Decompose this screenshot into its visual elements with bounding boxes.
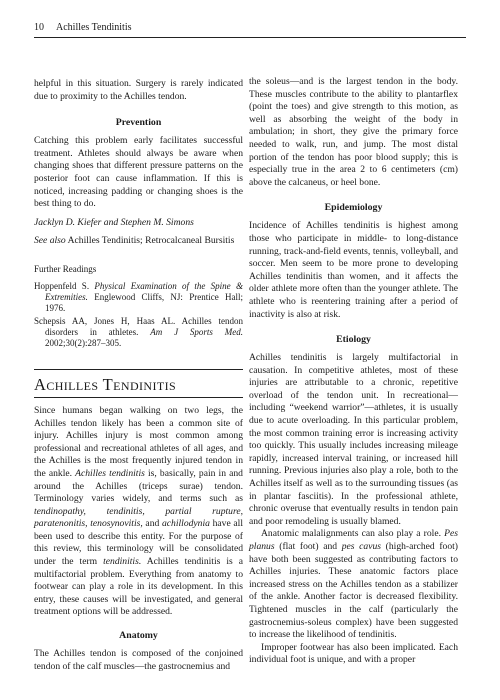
etiology-paragraph-2 <box>249 528 458 641</box>
epidemiology-paragraph: Incidence of Achilles tendinitis is highest among those who participate in middle- to long-distance running, track-and-field events, tennis, volleyball, and soccer. Men seem to be more prone to developing Achilles tendinitis than women, and it affects the older athlete more often than the younger athlete. The athlete who is reentering training after a period of inactivity is also at risk. <box>249 220 458 320</box>
running-header <box>34 22 466 38</box>
ref-authors: Hoppenfeld S. <box>34 280 95 291</box>
ref-authors: Schepsis AA, Jones H, Haas AL. Achilles tendon disorders in athletes. <box>34 315 243 337</box>
see-also-label: See also <box>34 235 66 247</box>
see-also <box>34 235 243 248</box>
reference-item <box>34 281 243 314</box>
ref-journal: Am J Sports Med. <box>150 326 243 337</box>
intro-term: tendinitis. <box>103 556 142 568</box>
anatomy-continued-paragraph: the soleus—and is the largest tendon in the body. These muscles contribute to the ability to plantarflex (point the toes) and give strength to this motion, as well as absorbing the weight of the body in ambulation; in short, they give the primary force needed to walk, run, and jump. The most distal portion of the tendon has poor blood supply; this is especially true in the area 2 to 6 centimeters (cm) above the calcaneus, or heel bone. <box>249 76 458 188</box>
etiology-heading: Etiology <box>336 334 371 346</box>
intro-terms: tendinopathy, tendinitis, partial rupture, paratenonitis, tenosynovitis, <box>34 505 243 530</box>
author-signature: Jacklyn D. Kiefer and Stephen M. Simons <box>34 216 194 228</box>
intro-text: Achilles tendinitis is a multifactorial problem. Everything from anatomy to footwear can play a role in its development. In this entry, these causes will be investigated, and general treatment options will be addressed. <box>34 556 244 618</box>
anatomy-heading: Anatomy <box>119 630 158 642</box>
entry-bottom-rule <box>34 397 243 398</box>
intro-term: achillodynia <box>161 518 210 530</box>
page-number: 10 <box>34 22 44 33</box>
entry-title: Achilles Tendinitis <box>34 374 177 394</box>
intro-text: have all been used to describe this entity. For the purpose of this review, this terminology will be consolidated under the term <box>34 518 243 568</box>
running-title: Achilles Tendinitis <box>56 22 132 33</box>
anatomy-paragraph: The Achilles tendon is composed of the conjoined tendon of the calf muscles—the gastrocnemius and <box>34 648 243 672</box>
see-also-links[interactable]: Achilles Tendinitis; Retrocalcaneal Bursitis <box>65 235 235 247</box>
right-column <box>249 76 458 667</box>
etiology-paragraph-3: Improper footwear has also been implicated. Each individual foot is unique, and with a proper <box>249 641 458 666</box>
ref-publisher: Englewood Cliffs, NJ: Prentice Hall; 1976. <box>45 291 243 313</box>
epidemiology-heading: Epidemiology <box>324 202 383 214</box>
entry-top-rule <box>34 369 243 370</box>
ref-title: Physical Examination of the Spine & Extremities. <box>45 280 243 302</box>
reference-item <box>34 316 243 349</box>
etiology-paragraph-1: Achilles tendinitis is largely multifactorial in causation. In competitive athletes, most of these injuries are attributable to a chronic, repetitive overload of the tendon unit. In recreational—including “weekend warrior”—athletes, it is usually due to acute overloading. In this particular problem, the most common training error is increasing activity too quickly. This usually includes increasing mileage rapidly, increased interval training, or increased hill running. Previous injuries also play a role, both to the Achilles itself as well as to the surrounding tissues (as in plantar fasciitis). In the professional athlete, chronic overuse that eventually results in tendon pain and poor remodeling is usually blamed. <box>249 352 458 527</box>
etiology-text: (flat foot) and <box>274 541 342 552</box>
prevention-paragraph: Catching this problem early facilitates successful treatment. Athletes should always be aware when changing shoes that different pressure patterns on the posterior foot can cause inflammation. If this is noticed, increasing padding or changing shoes is the best thing to do. <box>34 135 243 210</box>
etiology-term: pes cavus <box>341 541 382 552</box>
ref-citation: 2002;30(2):287–305. <box>45 337 122 348</box>
intro-text: is, basically, pain in and around the Achilles (triceps surae) tendon. Terminology varies widely, and terms such as <box>34 467 243 505</box>
etiology-text: (high-arched foot) have both been suggested as contributing factors to Achilles injuries. These anatomic factors place increased stress on the Achilles tendon as a stabilizer of the ankle. Another factor is decreased flexibility. Tightened muscles in the calf (particularly the gastrocnemius-soleus complex) have been suggested to increase the likelihood of tendinitis. <box>249 541 458 641</box>
left-column <box>34 78 243 673</box>
intro-text: Since humans began walking on two legs, the Achilles tendon likely has been a common site of injury. Achilles injury is most common among professional and recreational athletes of all ages, and the Achilles is the most frequently injured tendon in the ankle. <box>34 404 243 479</box>
prevention-heading: Prevention <box>115 117 162 129</box>
intro-term: Achilles tendinitis <box>75 467 145 479</box>
further-readings-title: Further Readings <box>34 263 97 274</box>
intro-paragraph <box>34 405 243 619</box>
carry-over-paragraph: helpful in this situation. Surgery is rarely indicated due to proximity to the Achilles tendon. <box>34 78 243 102</box>
etiology-term: Pes planus <box>249 528 458 552</box>
etiology-text: Anatomic malalignments can also play a role. <box>261 528 445 540</box>
intro-text: and <box>142 518 162 530</box>
